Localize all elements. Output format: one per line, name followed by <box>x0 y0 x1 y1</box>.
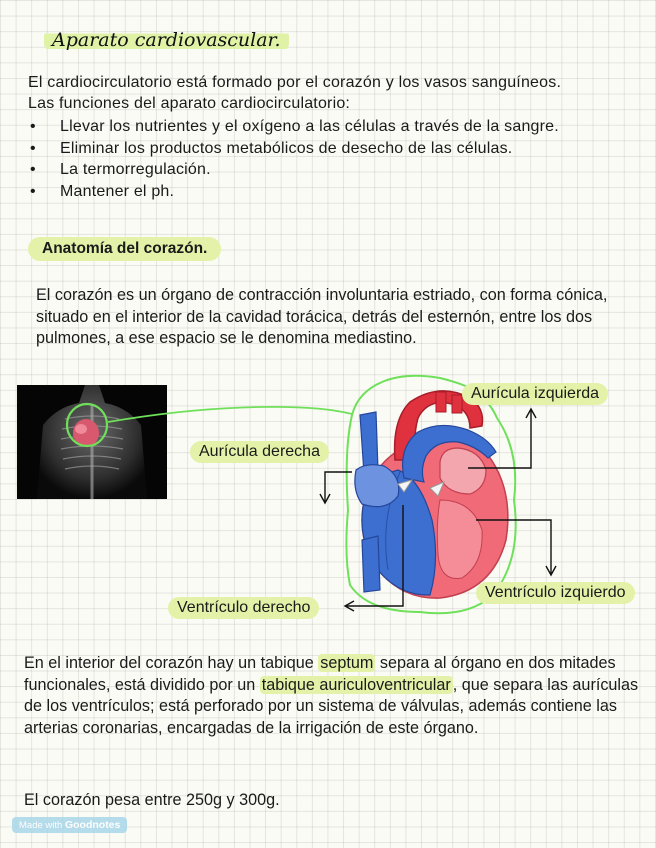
septum-text-3: , que separa las aurículas de los ventrículos; está perforado por un sistema de válvulas, además contiene las arterias coronarias, encargadas de la irrigación de este órgano. <box>24 675 639 737</box>
list-item: • La termorregulación. <box>28 159 559 181</box>
heart-icon <box>355 391 508 598</box>
page-title: Aparato cardiovascular. <box>44 27 289 53</box>
septum-paragraph <box>24 653 644 739</box>
section-heading: Anatomía del corazón. <box>28 237 221 261</box>
highlight-septum: septum <box>320 654 374 672</box>
septum-text-1: En el interior del corazón hay un tabique <box>24 654 319 672</box>
connector-line <box>108 407 352 422</box>
label-left-ventricle: Ventrículo izquierdo <box>476 582 635 604</box>
septum-text-2: separa al órgano en dos mitades funcionales, está dividido por un <box>24 654 616 694</box>
watermark-prefix: Made with <box>19 820 63 831</box>
label-right-atrium: Aurícula derecha <box>190 441 329 463</box>
list-item: • Mantener el ph. <box>28 181 559 203</box>
list-item: • Eliminar los productos metabólicos de desecho de las células. <box>28 138 559 160</box>
watermark-brand: Goodnotes <box>64 819 121 831</box>
intro-line-2: Las funciones del aparato cardiocirculatorio: <box>28 95 351 112</box>
intro-line-1: El cardiocirculatorio está formado por el corazón y los vasos sanguíneos. <box>28 74 562 91</box>
anatomy-paragraph: El corazón es un órgano de contracción involuntaria estriado, con forma cónica, situado en el interior de la cavidad torácica, detrás del esternón, entre los dos pulmones, a ese espacio se le denomina mediastino. <box>36 286 608 347</box>
xray-heart-circle <box>67 404 107 446</box>
weight-text: El corazón pesa entre 250g y 300g. <box>24 791 280 809</box>
goodnotes-watermark <box>12 817 127 833</box>
label-left-atrium: Aurícula izquierda <box>462 383 608 405</box>
highlight-tabique: tabique auriculoventricular <box>261 675 451 694</box>
list-item: • Llevar los nutrientes y el oxígeno a las células a través de la sangre. <box>28 116 559 138</box>
label-right-ventricle: Ventrículo derecho <box>168 597 319 619</box>
